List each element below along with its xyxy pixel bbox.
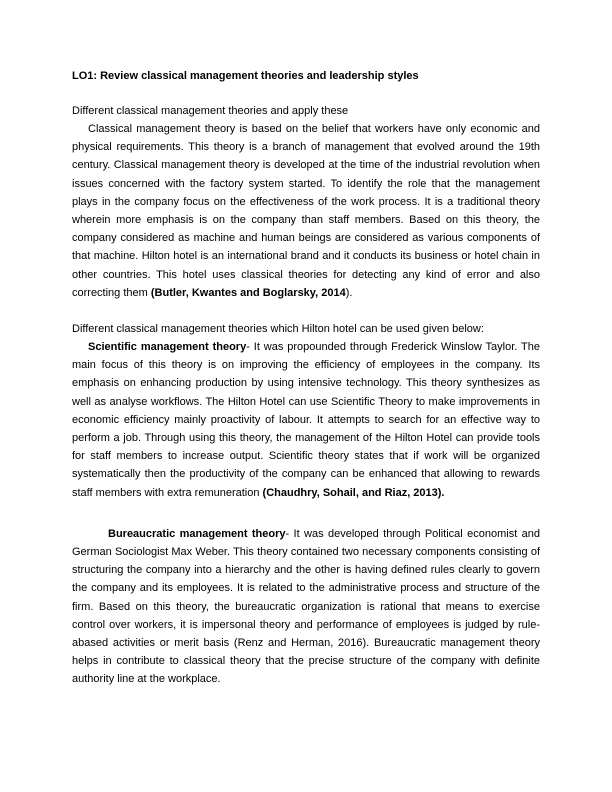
- spacer: [72, 302, 540, 320]
- section2-label: Different classical management theories which Hilton hotel can be used given below:: [72, 323, 484, 336]
- scientific-theory-text: - It was propounded through Frederick Winslow Taylor. The main focus of this theory is on improving the efficiency of employees in the company. Its emphasis on enhancing production by using intensive technology. This theory synthesizes as well as analyse workflows. The Hilton Hotel can use Scientific Theory to make improvements in economic efficiency mainly proactivity of labour. It attempts to search for an effective way to perform a job. Through using this theory, the management of the Hilton Hotel can provide tools for staff members to increase output. Scientific theory states that if work will be organized systematically then the productivity of the company can be enhanced that allowing to rewards staff members with extra remuneration: [72, 341, 540, 499]
- bureaucratic-theory-paragraph: [72, 525, 540, 689]
- spacer: [72, 502, 540, 525]
- document-page: [72, 68, 540, 689]
- bureaucratic-theory-text: - It was developed through Political economist and German Sociologist Max Weber. This theory contained two necessary components consisting of structuring the company into a hierarchy and the other is having defined rules clearly to govern the company and its employees. It is related to the administrative process and structure of the firm. Based on this theory, the bureaucratic organization is rational that means to exercise control over workers, it is impersonal theory and performance of employees is judged by rule-abased activities or merit basis (Renz and Herman, 2016). Bureaucratic management theory helps in contribute to classical theory that the precise structure of the company with definite authority line at the workplace.: [72, 527, 540, 686]
- bureaucratic-theory-title: Bureaucratic management theory: [108, 527, 286, 540]
- classical-theory-citation-end: ).: [345, 286, 353, 299]
- scientific-theory-title: Scientific management theory: [88, 341, 247, 354]
- section1-label: Different classical management theories and apply these: [72, 105, 349, 117]
- classical-theory-text: Classical management theory is based on the belief that workers have only economic and physical requirements. This theory is a branch of management that evolved around the 19th century. Classical management theory is developed at the time of the industrial revolution when issues concerned with the factory system started. To identify the role that the management plays in the company focus on the effectiveness of the work process. It is a traditional theory wherein more emphasis is on the company than staff members. Based on this theory, the company considered as machine and human beings are considered as various components of that machine. Hilton hotel is an international brand and it conducts its business or hotel chain in other countries. This hotel uses classical theories for detecting any kind of error and also correcting them: [72, 123, 540, 299]
- scientific-theory-citation: (Chaudhry, Sohail, and Riaz, 2013).: [262, 486, 445, 499]
- scientific-theory-paragraph: [72, 338, 540, 502]
- classical-theory-paragraph: [72, 120, 540, 302]
- document-heading: LO1: Review classical management theories and leadership styles: [72, 70, 419, 82]
- classical-theory-citation: (Butler, Kwantes and Boglarsky, 2014: [150, 286, 346, 299]
